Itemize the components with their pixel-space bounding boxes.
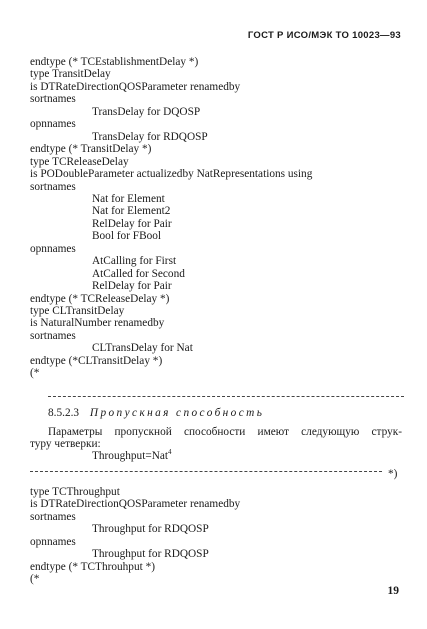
code-line: Throughput for RDQOSP [92,548,209,561]
code-line: Nat for Element2 [92,205,171,218]
paragraph-line-1: Параметры пропускной способности имеют следующую струк- [48,426,402,438]
code-line: endtype (* TCReleaseDelay *) [30,292,170,305]
code-line: (* [30,573,40,586]
comment-close: *) [388,468,398,480]
code-line: is NaturalNumber renamedby [30,317,165,330]
code-line: CLTransDelay for Nat [92,342,193,355]
paragraph-line-2: туру четверки: [30,438,101,450]
code-line: type CLTransitDelay [30,305,125,317]
code-line: endtype (*CLTransitDelay *) [30,354,163,367]
code-line: is DTRateDirectionQOSParameter renamedby [30,80,241,93]
code-line: sortnames [30,510,76,523]
code-line: is PODoubleParameter actualizedby NatRepresentations using [30,168,313,181]
running-header: ГОСТ Р ИСО/МЭК ТО 10023—93 [247,30,401,41]
dashed-rule-2 [30,471,382,472]
code-line: AtCalled for Second [92,267,185,280]
code-line: is DTRateDirectionQOSParameter renamedby [30,498,241,511]
formula [92,450,172,462]
code-line: RelDelay for Pair [92,217,172,230]
code-line: Bool for FBool [92,230,162,243]
formula-text: Throughput=Nat [92,450,169,462]
code-line: Nat for Element [92,192,165,205]
code-line: type TransitDelay [30,68,111,81]
code-line: AtCalling for First [92,255,177,268]
code-line: sortnames [30,329,76,342]
code-line: TransDelay for RDQOSP [92,130,208,143]
section-heading [48,407,264,419]
code-line: endtype (* TCThrouhput *) [30,560,155,573]
code-line: Throughput for RDQOSP [92,523,209,536]
code-line: RelDelay for Pair [92,280,172,293]
code-line: type TCThroughput [30,486,120,498]
code-line: endtype (* TransitDelay *) [30,143,152,156]
dashed-rule [48,396,404,397]
code-line: type TCReleaseDelay [30,155,129,168]
code-line: opnnames [30,242,76,255]
section-number: 8.5.2.3 [48,407,80,419]
code-line: sortnames [30,180,76,193]
code-line: opnnames [30,118,76,131]
code-line: TransDelay for DQOSP [92,105,201,118]
code-line: opnnames [30,535,76,548]
page-number: 19 [387,585,399,597]
code-line: endtype (* TCEstablishmentDelay *) [30,56,199,68]
code-line: sortnames [30,93,76,106]
formula-superscript: 4 [168,448,172,457]
code-line: (* [30,367,40,380]
section-title: Пропускная способность [89,407,265,419]
